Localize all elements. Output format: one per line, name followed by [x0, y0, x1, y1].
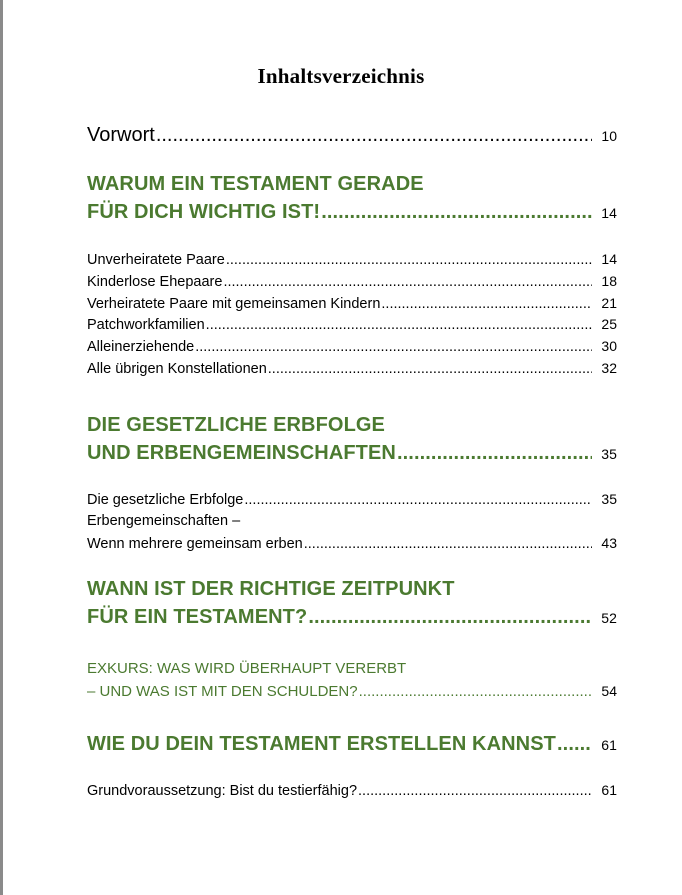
toc-entry-label: Verheiratete Paare mit gemeinsamen Kindern [87, 296, 381, 312]
dot-leader [156, 124, 592, 147]
toc-entry-label: Grundvoraussetzung: Bist du testierfähig? [87, 783, 358, 799]
dot-leader [397, 442, 592, 465]
toc-chapter-1[interactable] [87, 201, 617, 224]
toc-entry-label: Patchworkfamilien [87, 317, 205, 333]
toc-entry-label: Die gesetzliche Erbfolge [87, 492, 244, 508]
toc-entry[interactable] [87, 316, 617, 333]
toc-entry[interactable] [87, 360, 617, 377]
chapter-heading-line1: DIE GESETZLICHE ERBFOLGE [87, 414, 385, 436]
toc-page-number: 21 [601, 295, 617, 311]
dot-leader [226, 252, 592, 268]
chapter-heading: WIE DU DEIN TESTAMENT ERSTELLEN KANNST [87, 733, 556, 755]
dot-leader [308, 606, 592, 629]
toc-entry[interactable] [87, 491, 617, 508]
toc-chapter-4[interactable] [87, 733, 617, 756]
toc-page-number: 32 [601, 360, 617, 376]
exkurs-heading-line2: – UND WAS IST MIT DEN SCHULDEN? [87, 683, 358, 700]
dot-leader [557, 733, 592, 756]
chapter-heading-line2: UND ERBENGEMEINSCHAFTEN [87, 442, 396, 464]
exkurs-heading-line1: EXKURS: WAS WIRD ÜBERHAUPT VERERBT [87, 660, 407, 677]
toc-entry[interactable] [87, 251, 617, 268]
toc-entry-label: Wenn mehrere gemeinsam erben [87, 536, 303, 552]
dot-leader [268, 361, 592, 377]
dot-leader [206, 317, 592, 333]
toc-page-number: 43 [601, 535, 617, 551]
toc-page-number: 35 [601, 491, 617, 507]
toc-page-number: 30 [601, 338, 617, 354]
toc-page-number: 10 [601, 128, 617, 144]
toc-entry[interactable] [87, 782, 617, 799]
toc-entry-label: Alle übrigen Konstellationen [87, 361, 267, 377]
toc-chapter-2[interactable] [87, 442, 617, 465]
toc-entry-label: Kinderlose Ehepaare [87, 274, 223, 290]
toc-page-number: 61 [601, 782, 617, 798]
toc-page-number: 25 [601, 316, 617, 332]
dot-leader [195, 339, 592, 355]
toc-entry-label: Vorwort [87, 124, 155, 146]
page-title: Inhaltsverzeichnis [257, 64, 425, 88]
toc-entry-vorwort[interactable] [87, 124, 617, 147]
toc-page-number: 18 [601, 273, 617, 289]
toc-entry[interactable] [87, 338, 617, 355]
toc-entry-label: Alleinerziehende [87, 339, 195, 355]
dot-leader [304, 536, 592, 552]
toc-page-number: 14 [601, 251, 617, 267]
dot-leader [359, 683, 592, 700]
dot-leader [244, 492, 592, 508]
toc-entry[interactable] [87, 273, 617, 290]
chapter-heading-line1: WARUM EIN TESTAMENT GERADE [87, 173, 424, 195]
dot-leader [223, 274, 592, 290]
toc-page-number: 52 [601, 610, 617, 626]
dot-leader [381, 296, 592, 312]
chapter-heading-line2: FÜR EIN TESTAMENT? [87, 606, 308, 628]
chapter-heading-line1: WANN IST DER RICHTIGE ZEITPUNKT [87, 578, 455, 600]
dot-leader [321, 201, 592, 224]
toc-page-number: 14 [601, 205, 617, 221]
toc-page-number: 54 [601, 683, 617, 699]
dot-leader [358, 783, 592, 799]
toc-entry-label-line1: Erbengemeinschaften – [87, 513, 241, 529]
toc-entry[interactable] [87, 535, 617, 552]
chapter-heading-line2: FÜR DICH WICHTIG IST! [87, 201, 321, 223]
toc-exkurs[interactable] [87, 683, 617, 700]
toc-entry-label: Unverheiratete Paare [87, 252, 225, 268]
toc-chapter-3[interactable] [87, 606, 617, 629]
toc-entry[interactable] [87, 295, 617, 312]
toc-page-number: 61 [601, 737, 617, 753]
page-edge [0, 0, 3, 895]
toc-page-number: 35 [601, 446, 617, 462]
